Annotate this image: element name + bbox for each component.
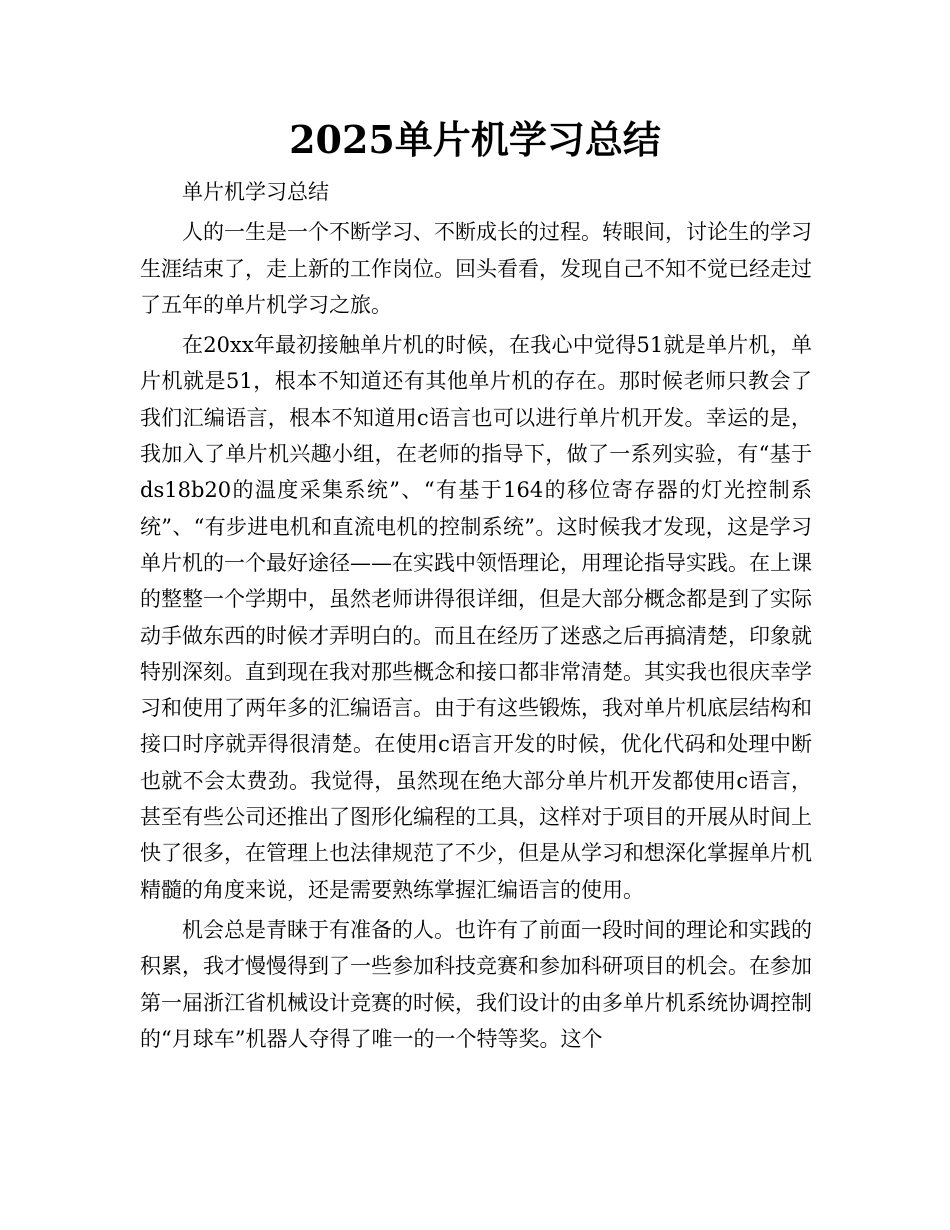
paragraph: 人的一生是一个不断学习、不断成长的过程。转眼间，讨论生的学习生涯结束了，走上新的工作岗位。回头看看，发现自己不知不觉已经走过了五年的单片机学习之旅。	[140, 220, 812, 317]
document-title: 2025单片机学习总结	[289, 117, 661, 162]
paragraph: 在20xx年最初接触单片机的时候，在我心中觉得51就是单片机，单片机就是51，根本不知道还有其他单片机的存在。那时候老师只教会了我们汇编语言，根本不知道用c语言也可以进行单片机开发。幸运的是，我加入了单片机兴趣小组，在老师的指导下，做了一系列实验，有“基于ds18b20的温度采集系统”、“有基于164的移位寄存器的灯光控制系统”、“有步进电机和直流电机的控制系统”。这时候我才发现，这是学习单片机的一个最好途径——在实践中领悟理论，用理论指导实践。在上课的整整一个学期中，虽然老师讲得很详细，但是大部分概念都是到了实际动手做东西的时候才弄明白的。而且在经历了迷惑之后再搞清楚，印象就特别深刻。直到现在我对那些概念和接口都非常清楚。其实我也很庆幸学习和使用了两年多的汇编语言。由于有这些锻炼，我对单片机底层结构和接口时序就弄得很清楚。在使用c语言开发的时候，优化代码和处理中断也就不会太费劲。我觉得，虽然现在绝大部分单片机开发都使用c语言，甚至有些公司还推出了图形化编程的工具，这样对于项目的开展从时间上快了很多，在管理上也法律规范了不少，但是从学习和想深化掌握单片机精髓的角度来说，还是需要熟练掌握汇编语言的使用。	[140, 333, 812, 902]
paragraph-subtitle: 单片机学习总结	[182, 180, 329, 204]
document-body	[140, 174, 812, 1061]
paragraph: 机会总是青睐于有准备的人。也许有了前面一段时间的理论和实践的积累，我才慢慢得到了一些参加科技竞赛和参加科研项目的机会。在参加第一届浙江省机械设计竞赛的时候，我们设计的由多单片机系统协调控制的“月球车”机器人夺得了唯一的一个特等奖。这个	[140, 917, 812, 1051]
